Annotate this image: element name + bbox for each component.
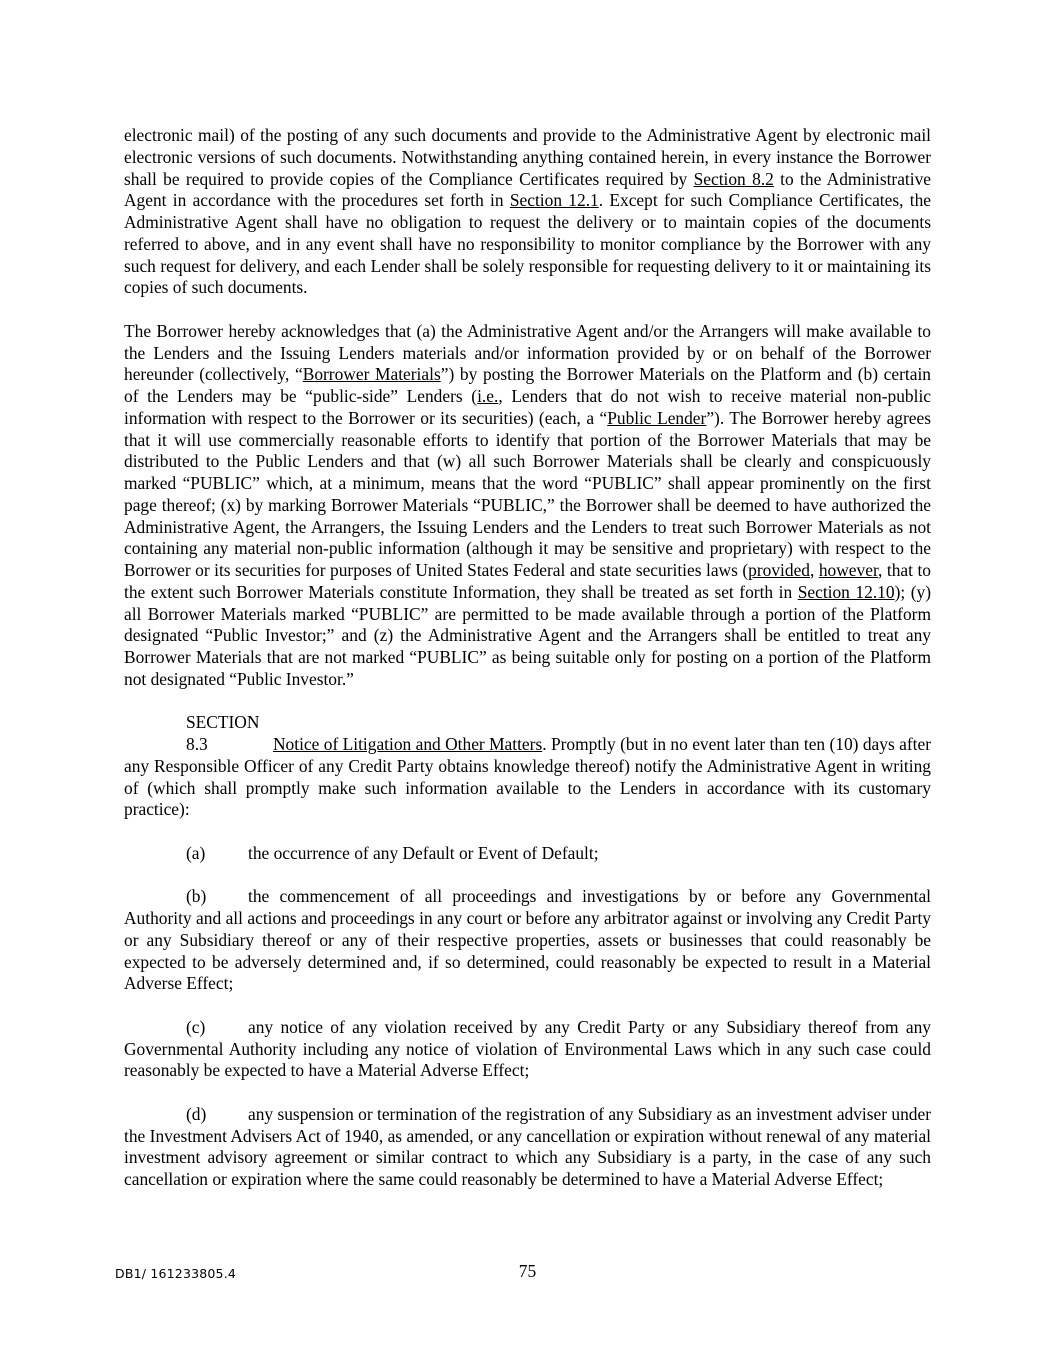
paragraph-borrower-materials	[124, 321, 931, 691]
cross-reference-section-8-2: Section 8.2	[693, 168, 774, 189]
list-item-label: (d)	[186, 1103, 207, 1124]
text-run: ”) by posting the Borrower Materials on the Platform and (b) certain of the Lenders may be “public-side” Lenders (	[124, 364, 931, 406]
text-run: , that to the extent such Borrower Materials constitute Information, they shall be treated as set forth in	[124, 560, 931, 602]
underlined-however: however	[818, 560, 879, 580]
text-run: , Lenders that do not wish to receive material non-public information with respect to the Borrower or its securities) (each, a “	[124, 386, 931, 428]
cross-reference-section-12-10: Section 12.10	[797, 581, 895, 602]
list-item-text: the commencement of all proceedings and investigations by or before any Governmental Authority and all actions and proceedings in any court or before any arbitrator against or involving any Credit Party or any Subsidiary thereof or any of their respective properties, assets or businesses that could reasonably be expected to be adversely determined and, if so determined, could reasonably be expected to result in a Material Adverse Effect;	[124, 886, 931, 994]
underlined-provided: provided	[748, 560, 810, 580]
text-run: ); (y) all Borrower Materials marked “PUBLIC” are permitted to be made available through a portion of the Platform designated “Public Investor;” and (z) the Administrative Agent and the Arrangers shall be entitled to treat any Borrower Materials that are not marked “PUBLIC” as being suitable only for posting on a portion of the Platform not designated “Public Investor.”	[124, 581, 932, 689]
list-item-a	[124, 843, 931, 865]
list-item-text: any notice of any violation received by any Credit Party or any Subsidiary thereof from any Governmental Authority including any notice of violation of Environmental Laws which in any such case could reasonably be expected to have a Material Adverse Effect;	[124, 1016, 931, 1081]
text-run: The Borrower hereby acknowledges that (a) the Administrative Agent and/or the Arrangers will make available to the Lenders and the Issuing Lenders materials and/or information provided by or on behalf of the Borrower hereunder (collectively, “	[124, 320, 931, 385]
page-number: 75	[518, 1261, 537, 1281]
document-body	[124, 125, 931, 1213]
document-id: DB1/ 161233805.4	[115, 1266, 237, 1281]
text-run: ”). The Borrower hereby agrees that it will use commercially reasonable efforts to identify that portion of the Borrower Materials that may be distributed to the Public Lenders and that (w) all such Borrower Materials shall be clearly and conspicuously marked “PUBLIC” which, at a minimum, means that the word “PUBLIC” shall appear prominently on the first page thereof; (x) by marking Borrower Materials “PUBLIC,” the Borrower shall be deemed to have authorized the Administrative Agent, the Arrangers, the Issuing Lenders and the Lenders to treat such Borrower Materials as not containing any material non-public information (although it may be sensitive and proprietary) with respect to the Borrower or its securities for purposes of United States Federal and state securities laws (	[124, 407, 931, 580]
underlined-ie: i.e.	[477, 386, 499, 406]
list-item-c	[124, 1017, 931, 1082]
text-run: . Promptly (but in no event later than ten (10) days after any Responsible Officer of any Credit Party obtains knowledge thereof) notify the Administrative Agent in writing of (which shall promptly make such information available to the Lenders in accordance with its customary practice):	[124, 734, 931, 820]
defined-term-public-lender: Public Lender	[607, 407, 707, 428]
list-item-b	[124, 886, 931, 995]
section-number: SECTION 8.3	[186, 712, 260, 754]
paragraph-posting-notice	[124, 125, 931, 299]
list-item-label: (a)	[186, 842, 206, 863]
list-item-d	[124, 1104, 931, 1191]
list-item-text: any suspension or termination of the registration of any Subsidiary as an investment adviser under the Investment Advisers Act of 1940, as amended, or any cancellation or expiration without renewal of any material investment advisory agreement or similar contract to which any Subsidiary is a party, in the case of any such cancellation or expiration where the same could reasonably be determined to have a Material Adverse Effect;	[124, 1103, 931, 1189]
list-item-label: (c)	[186, 1016, 206, 1037]
text-run: ,	[810, 560, 819, 580]
defined-term-borrower-materials: Borrower Materials	[302, 364, 441, 385]
section-8-3-paragraph	[124, 712, 931, 821]
list-item-label: (b)	[186, 886, 207, 907]
text-run: to the Administrative Agent in accordance with the procedures set forth in	[124, 168, 931, 211]
cross-reference-section-12-1: Section 12.1	[509, 190, 599, 211]
list-item-text: the occurrence of any Default or Event of Default;	[248, 842, 599, 863]
text-run: . Except for such Compliance Certificates, the Administrative Agent shall have no obligation to request the delivery or to maintain copies of the documents referred to above, and in any event shall have no responsibility to monitor compliance by the Borrower with any such request for delivery, and each Lender shall be solely responsible for requesting delivery to it or maintaining its copies of such documents.	[124, 190, 931, 298]
text-run: electronic mail) of the posting of any such documents and provide to the Administrative Agent by electronic mail electronic versions of such documents. Notwithstanding anything contained herein, in every instance the Borrower shall be required to provide copies of the Compliance Certificates required by	[124, 125, 931, 189]
section-title: Notice of Litigation and Other Matters	[273, 734, 543, 754]
